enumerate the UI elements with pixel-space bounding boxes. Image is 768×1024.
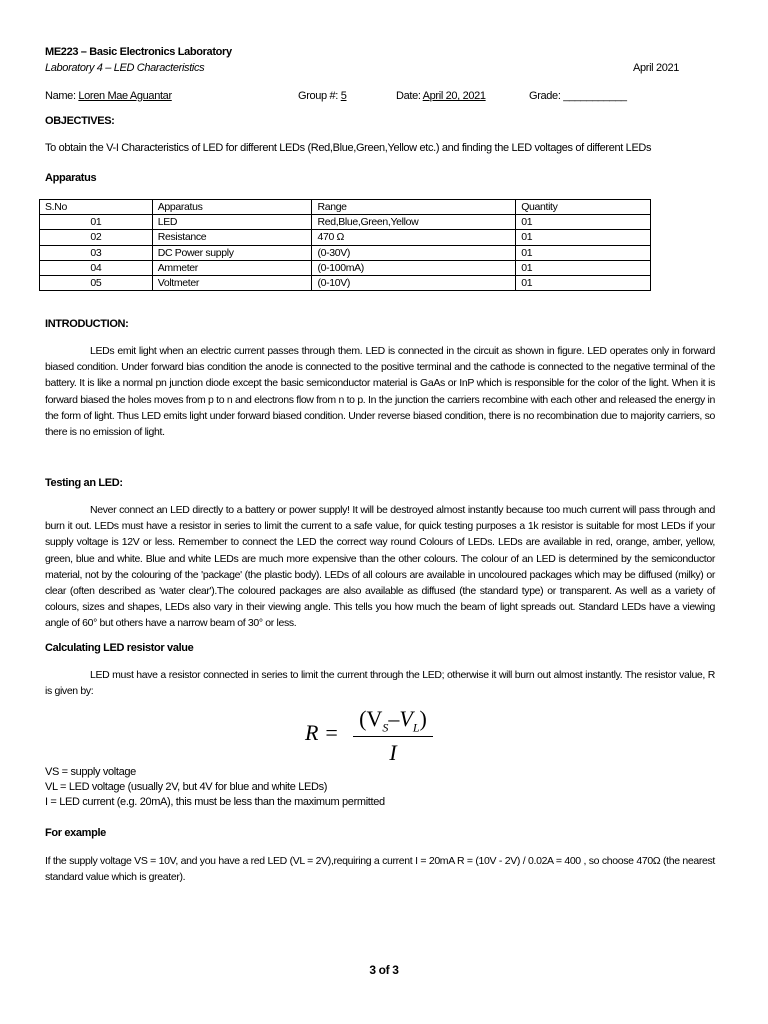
group-field xyxy=(298,90,347,102)
table-cell: (0-100mA) xyxy=(312,260,516,275)
header-date: April 2021 xyxy=(633,62,680,74)
page-number: 3 of 3 xyxy=(369,963,399,977)
testing-text: Never connect an LED directly to a battery or power supply! It will be destroyed almost instantly because too much current will pass through and burn it out. LEDs must have a resistor in series to limit the current to a safe value, for quick testing purposes a 1k resistor is suitable for most LEDs if your supply voltage is 12V or less. Remember to connect the LED the correct way round Colours of LEDs. LEDs are available in red, orange, amber, yellow, green, blue and white. Blue and white LEDs are much more expensive than the other colours. The colour of an LED is determined by the semiconductor material, not by the colouring of the 'package' (the plastic body). LEDs of all colours are available in uncoloured packages which may be diffused (milky) or clear (often described as 'water clear').The coloured packages are also available as diffused (the standard type) or transparent. As well as a variety of colours, sizes and shapes, LEDs also vary in their viewing angle. This tells you how much the beam of light spreads out. Standard LEDs have a viewing angle of 60° but others have a narrow beam of 30° or less. xyxy=(45,504,715,630)
example-heading: For example xyxy=(45,827,106,839)
table-row xyxy=(40,230,651,245)
example-text: If the supply voltage VS = 10V, and you have a red LED (VL = 2V),requiring a current I = 20mA R = (10V - 2V) / 0.02A = 400 , so choose 470Ω (the nearest standard value which is greater). xyxy=(45,855,715,884)
table-cell: Red,Blue,Green,Yellow xyxy=(312,215,516,230)
apparatus-heading: Apparatus xyxy=(45,172,97,184)
name-value: Loren Mae Aguantar xyxy=(78,90,172,102)
objectives-heading: OBJECTIVES: xyxy=(45,115,115,127)
grade-label: Grade: xyxy=(529,90,561,102)
numerator-close: ) xyxy=(419,706,427,731)
table-cell: 01 xyxy=(516,245,651,260)
table-cell: 03 xyxy=(40,245,153,260)
table-row xyxy=(40,260,651,275)
fraction-bar xyxy=(353,736,433,737)
grade-field xyxy=(529,90,627,102)
table-cell: 02 xyxy=(40,230,153,245)
formula-denominator: I xyxy=(389,740,397,765)
calculating-heading: Calculating LED resistor value xyxy=(45,642,194,654)
introduction-heading: INTRODUCTION: xyxy=(45,318,129,330)
table-cell: DC Power supply xyxy=(152,245,312,260)
table-cell: (0-30V) xyxy=(312,245,516,260)
testing-paragraph xyxy=(45,502,715,632)
column-header: Quantity xyxy=(516,200,651,215)
table-cell: 01 xyxy=(516,230,651,245)
table-cell: 01 xyxy=(40,215,153,230)
definition-vs: VS = supply voltage xyxy=(45,766,136,778)
subscript-s: S xyxy=(382,720,389,735)
introduction-text: LEDs emit light when an electric current passes through them. LED is connected in the circuit as shown in figure. LED operates only in forward biased condition. Under forward bias condition the anode is connected to the positive terminal and the cathode is connected to the negative terminal of the battery. It is like a normal pn junction diode except the basic semiconductor material is GaAs or InP which is responsible for the color of the light. When it is forward biased the holes moves from p to n and electrons flow from n to p. In the junction the carriers recombine with each other and released the energy in the form of light. Thus LED emits light under forward biased condition. Under reverse biased condition, there is no recombination due to majority carriers, so there is no emission of light. xyxy=(45,345,715,439)
subscript-l: L xyxy=(412,720,420,735)
table-cell: 01 xyxy=(516,275,651,290)
table-cell: 04 xyxy=(40,260,153,275)
table-row xyxy=(40,275,651,290)
column-header: Apparatus xyxy=(152,200,312,215)
calculating-text: LED must have a resistor connected in series to limit the current through the LED; otherwise it will burn out almost instantly. The resistor value, R is given by: xyxy=(45,669,715,698)
table-header-row xyxy=(40,200,651,215)
table-cell: 05 xyxy=(40,275,153,290)
definition-i: I = LED current (e.g. 20mA), this must be less than the maximum permitted xyxy=(45,796,385,808)
introduction-paragraph xyxy=(45,343,715,440)
column-header: S.No xyxy=(40,200,153,215)
formula-numerator xyxy=(353,706,433,735)
group-label: Group #: xyxy=(298,90,339,102)
numerator-v: V xyxy=(399,706,413,731)
table-row xyxy=(40,245,651,260)
table-cell: LED xyxy=(152,215,312,230)
table-cell: 470 Ω xyxy=(312,230,516,245)
calculating-paragraph xyxy=(45,667,715,699)
name-label: Name: xyxy=(45,90,76,102)
table-cell: 01 xyxy=(516,215,651,230)
table-row xyxy=(40,215,651,230)
definition-vl: VL = LED voltage (usually 2V, but 4V for blue and white LEDs) xyxy=(45,781,328,793)
date-label: Date: xyxy=(396,90,421,102)
objectives-text: To obtain the V-I Characteristics of LED for different LEDs (Red,Blue,Green,Yellow etc.) and finding the LED voltages of different LEDs xyxy=(45,142,652,154)
testing-heading: Testing an LED: xyxy=(45,477,123,489)
table-cell: Voltmeter xyxy=(152,275,312,290)
table-cell: 01 xyxy=(516,260,651,275)
group-value: 5 xyxy=(340,90,347,102)
course-title: ME223 – Basic Electronics Laboratory xyxy=(45,46,232,58)
date-field xyxy=(396,90,486,102)
lab-title: Laboratory 4 – LED Characteristics xyxy=(45,62,205,74)
numerator-dash: – xyxy=(388,706,400,731)
table-cell: Ammeter xyxy=(152,260,312,275)
table-cell: (0-10V) xyxy=(312,275,516,290)
name-field xyxy=(45,90,172,102)
formula-lhs: R = xyxy=(305,720,339,745)
date-value: April 20, 2021 xyxy=(422,90,486,102)
column-header: Range xyxy=(312,200,516,215)
grade-value: ___________ xyxy=(563,90,627,102)
numerator-open: (V xyxy=(359,706,383,731)
apparatus-table xyxy=(39,199,651,291)
table-cell: Resistance xyxy=(152,230,312,245)
